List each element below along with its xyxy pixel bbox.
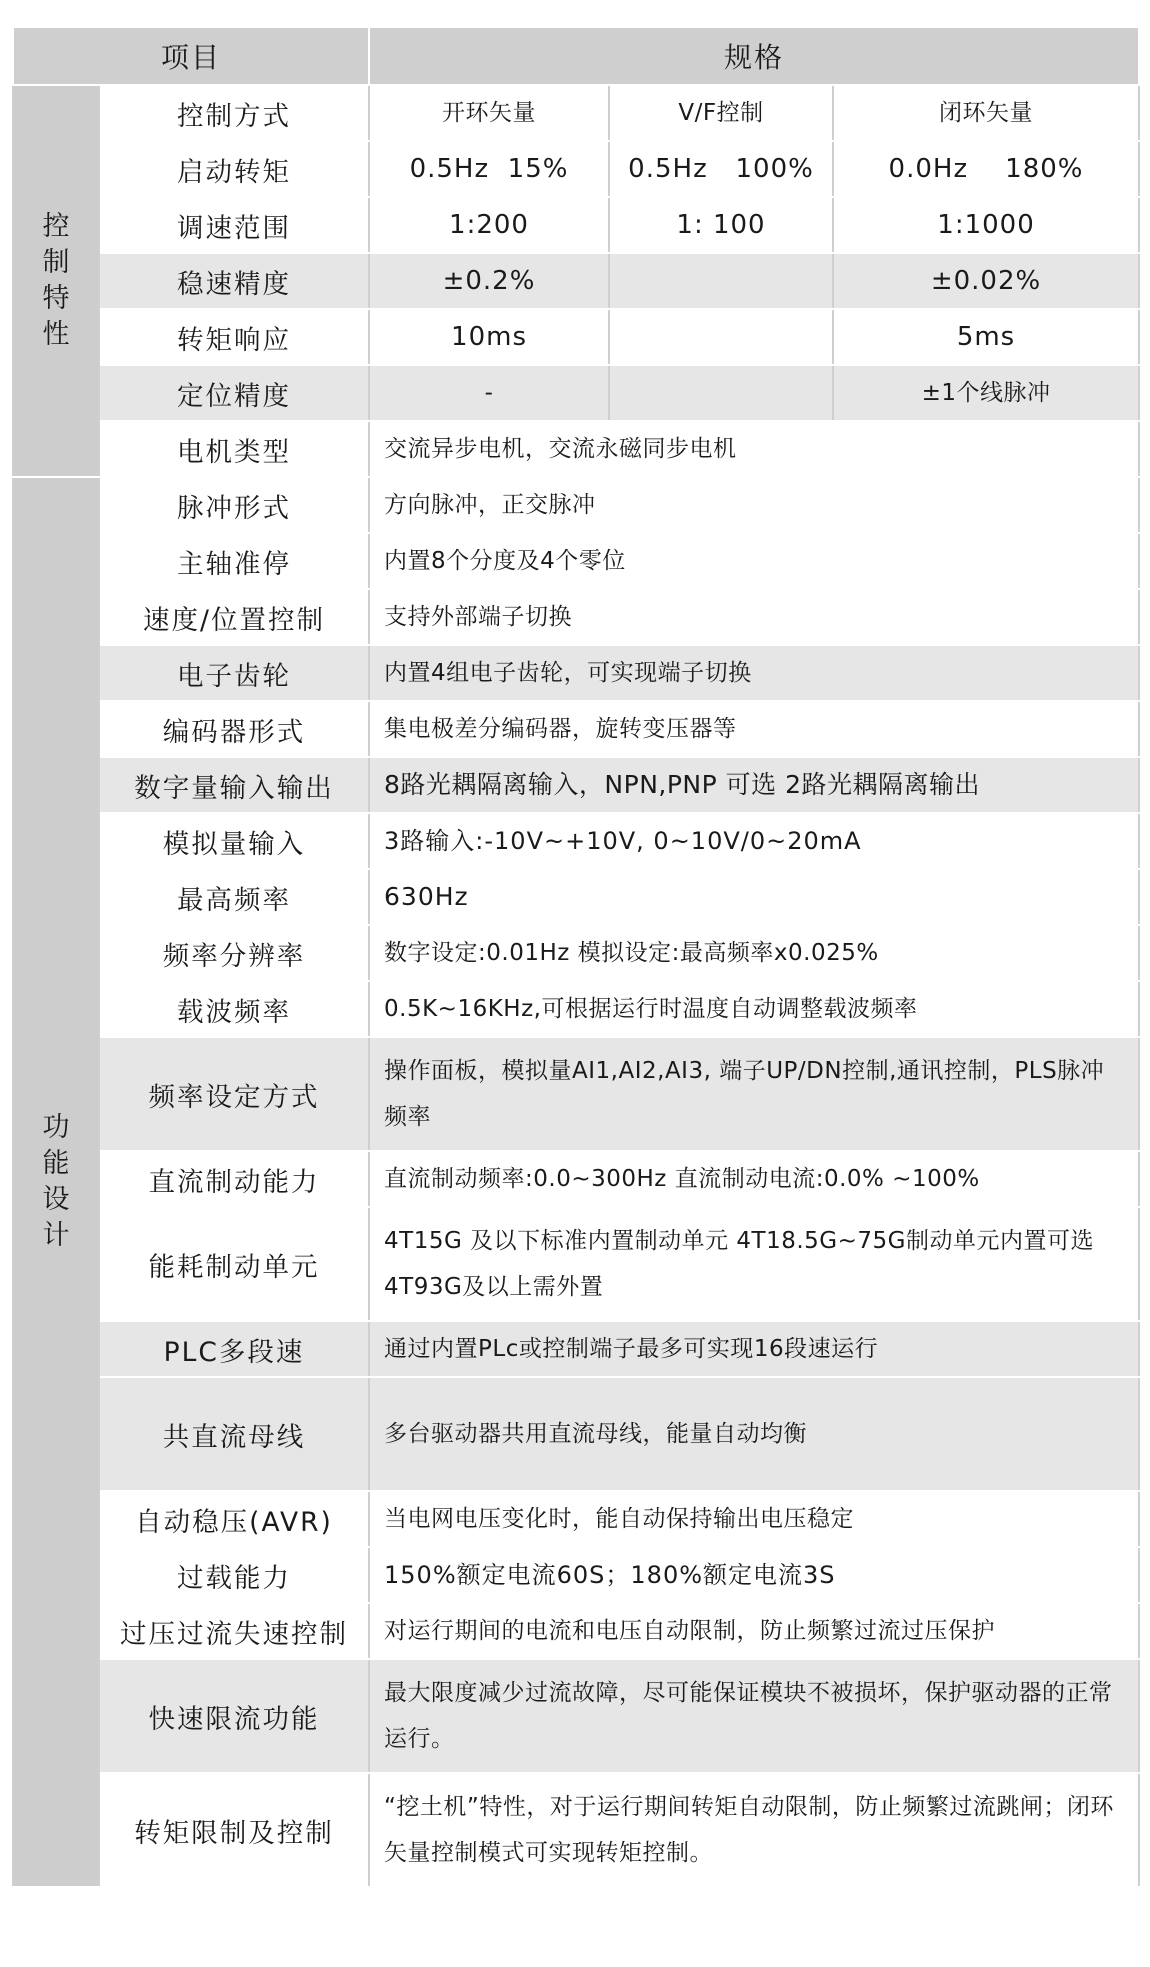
row-label: PLC多段速 (99, 1321, 369, 1377)
cell-vf: 0.5Hz 100% (609, 141, 833, 197)
table-row (13, 253, 1139, 309)
table-row (13, 757, 1139, 813)
row-label: 启动转矩 (99, 141, 369, 197)
table-header (13, 27, 1139, 85)
table-row (13, 141, 1139, 197)
table-row (13, 981, 1139, 1037)
cell-closed-loop: ±0.02% (833, 253, 1139, 309)
cell-vf (609, 253, 833, 309)
row-label: 过载能力 (99, 1547, 369, 1603)
row-value: 支持外部端子切换 (369, 589, 1139, 645)
row-value: 集电极差分编码器，旋转变压器等 (369, 701, 1139, 757)
row-label: 频率分辨率 (99, 925, 369, 981)
row-label: 频率设定方式 (99, 1037, 369, 1151)
table-row (13, 421, 1139, 477)
table-row (13, 1377, 1139, 1491)
row-value: 630Hz (369, 869, 1139, 925)
row-label: 过压过流失速控制 (99, 1603, 369, 1659)
cell-open-loop: 开环矢量 (369, 85, 609, 141)
table-row (13, 701, 1139, 757)
row-label: 调速范围 (99, 197, 369, 253)
table-row (13, 925, 1139, 981)
cell-vf (609, 365, 833, 421)
row-value: 150%额定电流60S；180%额定电流3S (369, 1547, 1139, 1603)
row-value: 0.5K~16KHz,可根据运行时温度自动调整载波频率 (369, 981, 1139, 1037)
table-row (13, 1491, 1139, 1547)
cell-open-loop: ±0.2% (369, 253, 609, 309)
header-item: 项目 (13, 27, 369, 85)
table-row (13, 365, 1139, 421)
row-value: 内置4组电子齿轮，可实现端子切换 (369, 645, 1139, 701)
cell-closed-loop: 0.0Hz 180% (833, 141, 1139, 197)
row-value: 方向脉冲，正交脉冲 (369, 477, 1139, 533)
row-label: 数字量输入输出 (99, 757, 369, 813)
row-label: 最高频率 (99, 869, 369, 925)
table-row (13, 1037, 1139, 1151)
row-value: 8路光耦隔离输入，NPN,PNP 可选 2路光耦隔离输出 (369, 757, 1139, 813)
row-value: 多台驱动器共用直流母线，能量自动均衡 (369, 1377, 1139, 1491)
row-value: 通过内置PLc或控制端子最多可实现16段速运行 (369, 1321, 1139, 1377)
cell-closed-loop: ±1个线脉冲 (833, 365, 1139, 421)
header-spec: 规格 (369, 27, 1139, 85)
group-label-control: 控制特性 (13, 85, 99, 477)
row-value: 3路输入:-10V~+10V, 0~10V/0~20mA (369, 813, 1139, 869)
spec-table (12, 26, 1140, 1888)
table-row (13, 197, 1139, 253)
row-label: 转矩限制及控制 (99, 1773, 369, 1887)
row-value: 4T15G 及以下标准内置制动单元 4T18.5G~75G制动单元内置可选4T93G及以上需外置 (369, 1207, 1139, 1321)
table-row (13, 1659, 1139, 1773)
row-label: 模拟量输入 (99, 813, 369, 869)
cell-closed-loop: 闭环矢量 (833, 85, 1139, 141)
table-row (13, 477, 1139, 533)
table-row (13, 1773, 1139, 1887)
cell-vf: 1: 100 (609, 197, 833, 253)
row-label: 电机类型 (99, 421, 369, 477)
table-row (13, 1321, 1139, 1377)
row-label: 主轴准停 (99, 533, 369, 589)
cell-closed-loop: 5ms (833, 309, 1139, 365)
table-row (13, 1207, 1139, 1321)
row-value: 直流制动频率:0.0~300Hz 直流制动电流:0.0% ~100% (369, 1151, 1139, 1207)
row-label: 直流制动能力 (99, 1151, 369, 1207)
row-label: 稳速精度 (99, 253, 369, 309)
cell-open-loop: - (369, 365, 609, 421)
row-value: 最大限度减少过流故障，尽可能保证模块不被损坏，保护驱动器的正常运行。 (369, 1659, 1139, 1773)
table-row (13, 309, 1139, 365)
cell-vf (609, 309, 833, 365)
row-label: 能耗制动单元 (99, 1207, 369, 1321)
row-label: 速度/位置控制 (99, 589, 369, 645)
table-row (13, 533, 1139, 589)
table-row (13, 869, 1139, 925)
spec-table-container (12, 26, 1138, 1888)
cell-closed-loop: 1:1000 (833, 197, 1139, 253)
row-label: 编码器形式 (99, 701, 369, 757)
table-row (13, 1151, 1139, 1207)
table-row (13, 645, 1139, 701)
row-value: 当电网电压变化时，能自动保持输出电压稳定 (369, 1491, 1139, 1547)
row-label: 电子齿轮 (99, 645, 369, 701)
row-value: 交流异步电机，交流永磁同步电机 (369, 421, 1139, 477)
row-value: 内置8个分度及4个零位 (369, 533, 1139, 589)
row-label: 共直流母线 (99, 1377, 369, 1491)
row-value: 对运行期间的电流和电压自动限制，防止频繁过流过压保护 (369, 1603, 1139, 1659)
table-row (13, 85, 1139, 141)
row-value: 操作面板，模拟量AI1,AI2,AI3, 端子UP/DN控制,通讯控制，PLS脉冲频率 (369, 1037, 1139, 1151)
cell-open-loop: 0.5Hz 15% (369, 141, 609, 197)
cell-open-loop: 1:200 (369, 197, 609, 253)
cell-vf: V/F控制 (609, 85, 833, 141)
cell-open-loop: 10ms (369, 309, 609, 365)
group-label-function: 功能设计 (13, 477, 99, 1887)
table-row (13, 1547, 1139, 1603)
row-value: 数字设定:0.01Hz 模拟设定:最高频率x0.025% (369, 925, 1139, 981)
table-row (13, 1603, 1139, 1659)
row-label: 自动稳压(AVR) (99, 1491, 369, 1547)
row-label: 转矩响应 (99, 309, 369, 365)
row-label: 控制方式 (99, 85, 369, 141)
table-row (13, 589, 1139, 645)
table-row (13, 813, 1139, 869)
row-label: 脉冲形式 (99, 477, 369, 533)
row-label: 定位精度 (99, 365, 369, 421)
row-label: 载波频率 (99, 981, 369, 1037)
row-value: “挖土机”特性，对于运行期间转矩自动限制，防止频繁过流跳闸；闭环矢量控制模式可实现转矩控制。 (369, 1773, 1139, 1887)
row-label: 快速限流功能 (99, 1659, 369, 1773)
